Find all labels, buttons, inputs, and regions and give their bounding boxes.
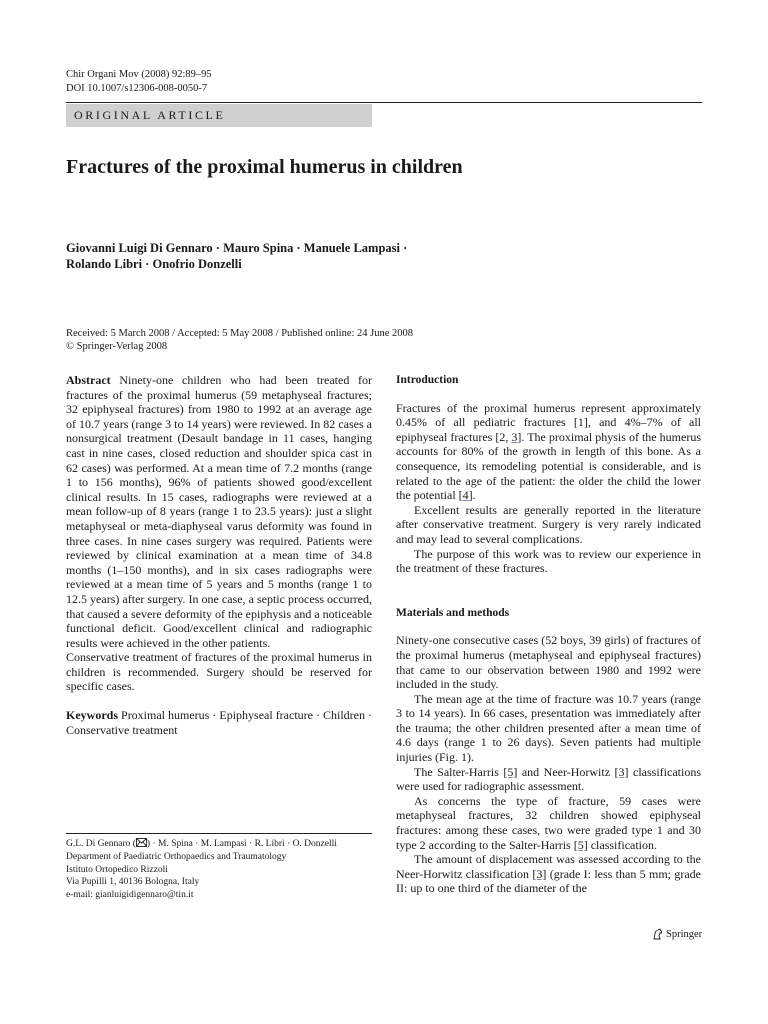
right-column	[396, 373, 701, 896]
publisher-logo	[652, 928, 702, 940]
received-accepted-line: Received: 5 March 2008 / Accepted: 5 May 2008 / Published online: 24 June 2008	[66, 328, 414, 339]
abstract-paragraph	[66, 373, 372, 650]
affiliation-department: Department of Paediatric Orthopaedics and Traumatology	[66, 852, 287, 863]
methods-paragraph-1: Ninety-one consecutive cases (52 boys, 39 girls) of fractures of the proximal humerus (metaphyseal and epiphyseal fractures) that came to our observation between 1980 and 1992 were included in the study.	[396, 633, 701, 692]
envelope-icon[interactable]	[136, 838, 147, 851]
affiliation-email[interactable]: e-mail: gianluigidigennaro@tin.it	[66, 889, 194, 900]
methods-paragraph-2: The mean age at the time of fracture was 10.7 years (range 3 to 14 years). In 66 cases, presentation was immediately after the trauma; the other children presented after a mean time of 4.6 days (range 1 to 26 days). Seven patients had multiple injuries (Fig. 1).	[396, 691, 701, 765]
methods-p3-b: and Neer-Horwitz	[517, 764, 615, 779]
methods-heading: Materials and methods	[396, 606, 510, 619]
methods-paragraph-5	[396, 852, 701, 896]
intro-text-b: ]. The proximal physis of the humerus accounts for 80% of the growth in length of this bone. As a consequence, its remodeling potential is considerable, and is related to the age of the patient: the older the child the lower the potential [	[396, 429, 701, 503]
reference-link-5b[interactable]: [5]	[573, 837, 588, 852]
journal-header	[66, 68, 212, 96]
springer-horse-icon	[652, 928, 664, 940]
reference-link-3[interactable]: 3	[511, 429, 518, 444]
corresponding-author: G.L. Di Gennaro (	[66, 839, 136, 849]
journal-citation: Chir Organi Mov (2008) 92:89–95	[66, 69, 212, 80]
left-column	[66, 373, 372, 737]
article-title: Fractures of the proximal humerus in children	[66, 156, 463, 178]
methods-p5-b: (grade I: less than 5 mm; grade II: up to one third of the diameter of the	[396, 866, 701, 896]
publisher-name: Springer	[666, 928, 703, 940]
affiliation-institute: Istituto Ortopedico Rizzoli	[66, 864, 168, 875]
abstract-text: Ninety-one children who had been treated for fractures of the proximal humerus (59 metaphyseal fractures; 32 epiphyseal fractures) from 1980 to 1992 at an average age of 10.7 years (range 3 to 14 years) were reviewed. In 82 cases a nonsurgical treatment (Desault bandage in 11 cases, hanging cast in nine cases, closed reduction and shoulder spica cast in 62 cases) was performed. At a mean time of 7.2 months (range 1 to 156 months), 96% of patients showed good/excellent clinical results. In 15 cases, radiographs were reviewed at a mean follow-up of 8 years (range 1 to 23.5 years): just a slight metaphyseal or meta-diaphyseal varus deformity was found in three cases. In nine cases surgery was required. Patients were reviewed by clinical examination at a mean time of 34.8 months (1–150 months), and in six cases radiographs were reviewed at a mean time of 5 years and 5 months (range 1 to 12.5 years) after surgery. In one case, a septic process occurred, that caused a severe deformity of the epiphysis and a noticeable functional deficit. Good/excellent clinical and radiographic results were achieved in the other patients.	[66, 373, 373, 650]
methods-p5-a: The amount of displacement was assessed according to the Neer-Horwitz classification	[396, 852, 701, 881]
authors-line-2: Rolando Libri · Onofrio Donzelli	[66, 257, 242, 271]
keywords-text: Proximal humerus · Epiphyseal fracture · Children · Conservative treatment	[66, 708, 372, 737]
copyright-line: © Springer-Verlag 2008	[66, 341, 168, 352]
introduction-paragraph-2: Excellent results are generally reported in the literature after conservative treatment. Surgery is very rarely indicated and may lead to several complications.	[396, 502, 701, 546]
intro-text-c: ].	[468, 488, 476, 503]
co-authors: ) · M. Spina · M. Lampasi · R. Libri · O. Donzelli	[146, 839, 337, 849]
introduction-heading: Introduction	[396, 374, 459, 386]
authors-line-1: Giovanni Luigi Di Gennaro · Mauro Spina · Manuele Lampasi ·	[66, 241, 408, 255]
keywords-label: Keywords	[66, 708, 118, 723]
methods-p4-a: As concerns the type of fracture, 59 cases were metaphyseal fractures, 32 children showed epiphyseal fractures: among these cases, two were graded type 1 and 30 type 2 according to the Salter-Harris	[396, 793, 701, 852]
methods-p3-c: classifications were used for radiographic assessment.	[396, 764, 701, 794]
introduction-paragraph-1	[396, 401, 701, 503]
publication-dates	[66, 327, 413, 353]
introduction-paragraph-3: The purpose of this work was to review our experience in the treatment of these fractures.	[396, 546, 701, 576]
article-type-banner: ORIGINAL ARTICLE	[66, 104, 372, 127]
reference-link-5[interactable]: [5]	[503, 764, 518, 779]
affiliation-authors	[66, 838, 386, 851]
reference-link-3c[interactable]: [3]	[532, 866, 547, 881]
affiliation-rule	[66, 833, 372, 834]
doi: DOI 10.1007/s12306-008-0050-7	[66, 83, 208, 94]
methods-p3-a: The Salter-Harris	[414, 764, 504, 779]
methods-paragraph-3	[396, 765, 701, 794]
author-list	[66, 240, 566, 272]
header-rule	[66, 102, 702, 103]
reference-link-4[interactable]: 4	[462, 488, 469, 503]
methods-paragraph-4	[396, 794, 701, 852]
abstract-label: Abstract	[66, 373, 111, 387]
reference-link-3b[interactable]: [3]	[614, 764, 629, 779]
keywords-paragraph	[66, 708, 372, 737]
abstract-conclusion: Conservative treatment of fractures of the proximal humerus in children is recommended. Surgery should be reserved for specific cases.	[66, 650, 372, 694]
methods-p4-b: classification.	[587, 837, 658, 852]
affiliation-block	[66, 838, 386, 901]
affiliation-address: Via Pupilli 1, 40136 Bologna, Italy	[66, 877, 200, 888]
intro-text-a: Fractures of the proximal humerus represent approximately 0.45% of all pediatric fractures [1], and 4%–7% of all epiphyseal fractures [2,	[396, 400, 701, 444]
